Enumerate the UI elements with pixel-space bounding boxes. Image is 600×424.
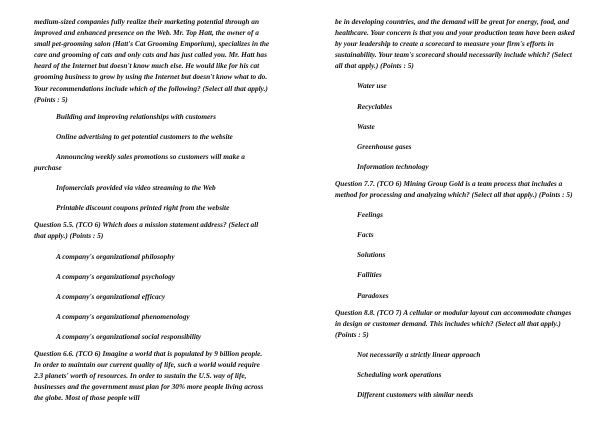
question-8-text: Question 8.8. (TCO 7) A cellular or modular layout can accommodate changes in design or customer demand. This includes which? (Select all that apply.) (Points : 5) xyxy=(335,307,572,339)
option: Different customers with similar needs xyxy=(357,390,474,400)
left-column xyxy=(34,16,270,403)
question-7-text: Question 7.7. (TCO 6) Mining Group Gold is a team process that includes a method for processing and analyzing which? (Select all that apply.) (Points : 5) xyxy=(335,178,573,200)
option: Announcing weekly sales promotions so customers will make a purchase xyxy=(34,151,245,173)
option: Building and improving relationships with customers xyxy=(56,111,216,121)
option: Water use xyxy=(357,81,387,91)
option: Greenhouse gases xyxy=(357,141,412,151)
option: Recyclables xyxy=(357,101,393,111)
option: Infomercials provided via video streaming to the Web xyxy=(56,183,216,193)
question-6-text: Question 6.6. (TCO 6) Imagine a world that is populated by 9 billion people. In order to maintain our current quality of life, such a world would require 2.3 planets' worth of resources. In order to sustain the U.S. way of life, businesses and the government must plan for 30% more people living across the globe. Most of those people will xyxy=(34,348,264,403)
option: Facts xyxy=(357,230,374,240)
option: Feelings xyxy=(357,210,383,220)
option: A company's organizational philosophy xyxy=(56,251,175,261)
option: A company's organizational social responsibility xyxy=(56,331,202,341)
option: A company's organizational phenomenology xyxy=(56,311,190,321)
option: Information technology xyxy=(357,161,429,171)
question-6-continued: be in developing countries, and the demand will be great for energy, food, and healthcare. Your concern is that you and your production team have been asked by your leadership to create a scorecard to measure your firm's efforts in sustainability. Your team's scorecard should necessarily include which? (Select all that apply.) (Points : 5) xyxy=(335,17,575,71)
option: Solutions xyxy=(357,250,386,260)
question-4-text: medium-sized companies fully realize their marketing potential through an improved and enhanced presence on the Web. Mr. Top Hatt, the owner of a small pet-grooming salon (Hatt's Cat Grooming Emporium), specializes in the care and grooming of cats and only cats and has just called you. Mr. Hatt has heard of the Internet but doesn't know much else. He would like for his cat grooming business to grow by using the Internet but doesn't know what to do. Your recommendations include which of the following? (Select all that apply.) (Points : 5) xyxy=(34,17,270,104)
option: Waste xyxy=(357,121,375,131)
option: Printable discount coupons printed right from the website xyxy=(56,203,230,213)
option: A company's organizational psychology xyxy=(56,271,175,281)
option: Not necessarily a strictly linear approach xyxy=(357,349,481,359)
option: Online advertising to get potential customers to the website xyxy=(56,131,233,141)
question-5-text: Question 5.5. (TCO 6) Which does a mission statement address? (Select all that apply.) (Points : 5) xyxy=(34,220,259,241)
option: A company's organizational efficacy xyxy=(56,291,166,301)
option: Scheduling work operations xyxy=(357,369,442,379)
option: Fallities xyxy=(357,270,382,280)
option: Paradoxes xyxy=(357,290,389,300)
right-column xyxy=(335,16,577,400)
